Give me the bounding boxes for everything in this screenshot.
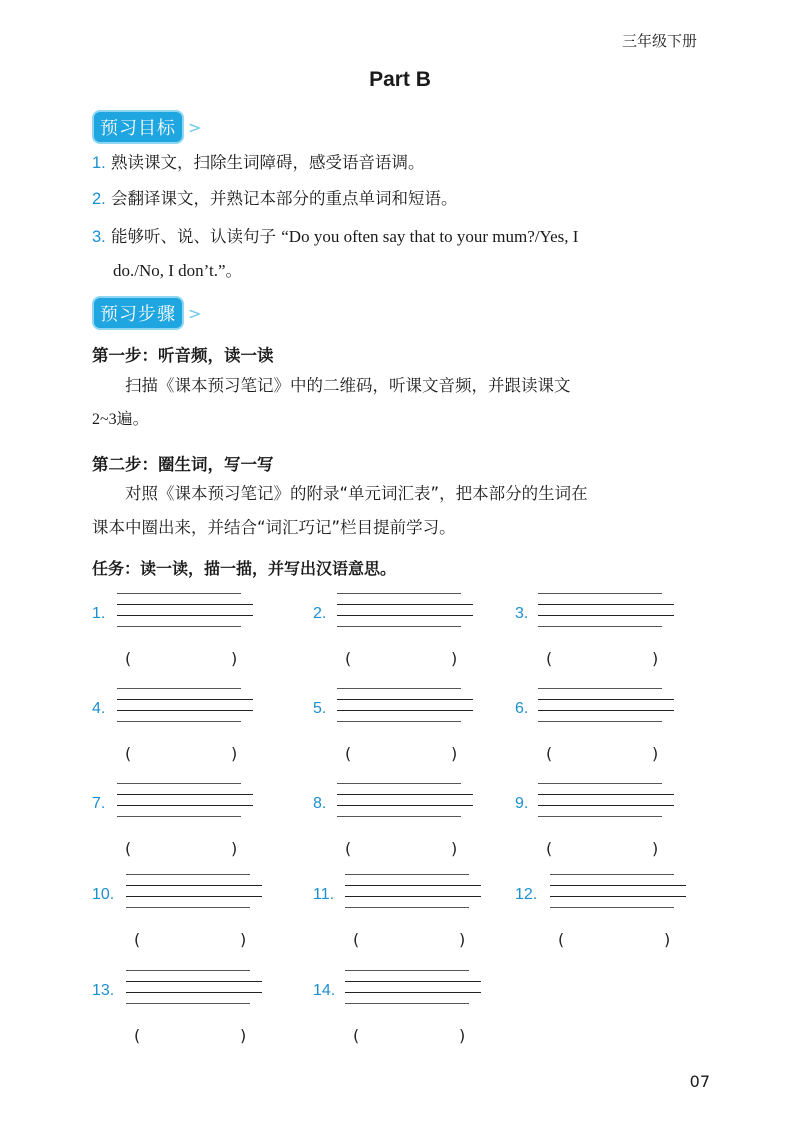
meaning-answer-field[interactable] [135,742,229,764]
step1-heading: 第一步：听音频，读一读 [92,346,274,365]
writing-line[interactable] [337,688,461,689]
meaning-answer-field[interactable] [556,742,650,764]
meaning-paren-open: ( [546,744,553,763]
meaning-paren-close: ) [652,649,659,668]
meaning-paren-open: ( [353,1026,360,1045]
meaning-paren-close: ) [240,930,247,949]
meaning-paren-close: ) [240,1026,247,1045]
writing-line[interactable] [337,593,461,594]
writing-line[interactable] [337,615,473,616]
meaning-answer-field[interactable] [363,928,457,950]
exercise-item-number: 4. [92,700,106,717]
writing-line[interactable] [117,710,253,711]
exercise-item-number: 12. [515,886,538,903]
writing-line[interactable] [550,907,674,908]
writing-line[interactable] [126,1003,250,1004]
meaning-paren-close: ) [652,839,659,858]
exercise-item-number: 8. [313,795,327,812]
writing-line[interactable] [117,805,253,806]
writing-line[interactable] [126,981,262,982]
writing-line[interactable] [345,896,481,897]
writing-line[interactable] [337,794,473,795]
chevron-right-icon: > [188,117,202,137]
exercise-item-number: 13. [92,982,115,999]
writing-line[interactable] [550,896,686,897]
writing-line[interactable] [337,626,461,627]
meaning-paren-close: ) [652,744,659,763]
writing-line[interactable] [345,981,481,982]
exercise-item-number: 14. [313,982,336,999]
meaning-answer-field[interactable] [355,647,449,669]
writing-line[interactable] [337,816,461,817]
writing-line[interactable] [538,699,674,700]
goal-item-1: 1. 熟读课文，扫除生词障碍，感受语音语调。 [92,153,425,172]
writing-line[interactable] [345,970,469,971]
writing-line[interactable] [550,885,686,886]
preview-goal-badge [92,110,201,144]
writing-line[interactable] [117,816,241,817]
meaning-answer-field[interactable] [556,647,650,669]
grade-label: 三年级下册 [622,32,698,50]
goal-item-3-continued: do./No, I don’t.”。 [113,261,243,280]
step2-heading: 第二步：圈生词，写一写 [92,455,274,474]
writing-line[interactable] [126,885,262,886]
meaning-answer-field[interactable] [355,837,449,859]
writing-line[interactable] [117,604,253,605]
writing-line[interactable] [337,710,473,711]
exercise-item-number: 2. [313,605,327,622]
meaning-paren-close: ) [451,744,458,763]
exercise-item-number: 1. [92,605,106,622]
writing-line[interactable] [538,721,662,722]
meaning-paren-close: ) [664,930,671,949]
chevron-right-icon: > [188,303,202,323]
writing-line[interactable] [538,593,662,594]
meaning-paren-close: ) [451,649,458,668]
meaning-paren-close: ) [231,649,238,668]
meaning-paren-open: ( [353,930,360,949]
meaning-answer-field[interactable] [135,647,229,669]
preview-goal-label: 预习目标 [92,110,184,144]
meaning-answer-field[interactable] [144,928,238,950]
writing-line[interactable] [117,783,241,784]
meaning-answer-field[interactable] [556,837,650,859]
exercise-item-number: 5. [313,700,327,717]
writing-line[interactable] [337,721,461,722]
meaning-paren-open: ( [125,649,132,668]
writing-line[interactable] [538,816,662,817]
meaning-answer-field[interactable] [568,928,662,950]
meaning-answer-field[interactable] [363,1024,457,1046]
exercise-item-number: 7. [92,795,106,812]
meaning-paren-open: ( [345,839,352,858]
meaning-paren-close: ) [231,839,238,858]
writing-line[interactable] [126,907,250,908]
preview-steps-label: 预习步骤 [92,296,184,330]
meaning-paren-open: ( [345,744,352,763]
meaning-paren-open: ( [125,839,132,858]
goal-item-2: 2. 会翻译课文，并熟记本部分的重点单词和短语。 [92,189,458,208]
writing-line[interactable] [345,885,481,886]
meaning-paren-open: ( [134,1026,141,1045]
writing-line[interactable] [117,593,241,594]
writing-line[interactable] [538,604,674,605]
meaning-paren-close: ) [459,1026,466,1045]
meaning-paren-open: ( [345,649,352,668]
writing-line[interactable] [538,794,674,795]
writing-line[interactable] [345,1003,469,1004]
writing-line[interactable] [126,874,250,875]
meaning-answer-field[interactable] [355,742,449,764]
exercise-item-number: 10. [92,886,115,903]
writing-line[interactable] [117,721,241,722]
meaning-paren-open: ( [546,649,553,668]
writing-line[interactable] [538,783,662,784]
meaning-paren-close: ) [451,839,458,858]
meaning-paren-open: ( [134,930,141,949]
writing-line[interactable] [117,626,241,627]
writing-line[interactable] [117,794,253,795]
writing-line[interactable] [345,992,481,993]
writing-line[interactable] [126,992,262,993]
writing-line[interactable] [538,615,674,616]
meaning-answer-field[interactable] [144,1024,238,1046]
writing-line[interactable] [337,699,473,700]
writing-line[interactable] [337,805,473,806]
meaning-paren-close: ) [231,744,238,763]
writing-line[interactable] [126,970,250,971]
writing-line[interactable] [117,688,241,689]
writing-line[interactable] [345,874,469,875]
writing-line[interactable] [538,626,662,627]
task-heading: 任务：读一读，描一描，并写出汉语意思。 [92,559,397,578]
exercise-item-number: 3. [515,605,529,622]
meaning-paren-open: ( [558,930,565,949]
step1-body: 扫描《课本预习笔记》中的二维码，听课文音频，并跟读课文 2~3遍。 [92,376,571,428]
writing-line[interactable] [117,615,253,616]
goal-item-3: 3. 能够听、说、认读句子 “Do you often say that to your mum?/Yes, I [92,227,579,246]
writing-line[interactable] [538,710,674,711]
meaning-paren-open: ( [546,839,553,858]
writing-line[interactable] [550,874,674,875]
exercise-item-number: 11. [313,886,335,903]
writing-line[interactable] [126,896,262,897]
page-number: 07 [689,1072,710,1091]
meaning-paren-open: ( [125,744,132,763]
exercise-item-number: 9. [515,795,529,812]
writing-line[interactable] [538,805,674,806]
writing-line[interactable] [117,699,253,700]
exercise-item-number: 6. [515,700,529,717]
meaning-paren-close: ) [459,930,466,949]
preview-steps-badge [92,296,201,330]
writing-line[interactable] [337,783,461,784]
writing-line[interactable] [345,907,469,908]
meaning-answer-field[interactable] [135,837,229,859]
page-title: Part B [369,68,431,91]
writing-line[interactable] [337,604,473,605]
writing-line[interactable] [538,688,662,689]
step2-body: 对照《课本预习笔记》的附录“单元词汇表”，把本部分的生词在 课本中圈出来，并结合“词汇巧记”栏目提前学习。 [92,484,588,537]
